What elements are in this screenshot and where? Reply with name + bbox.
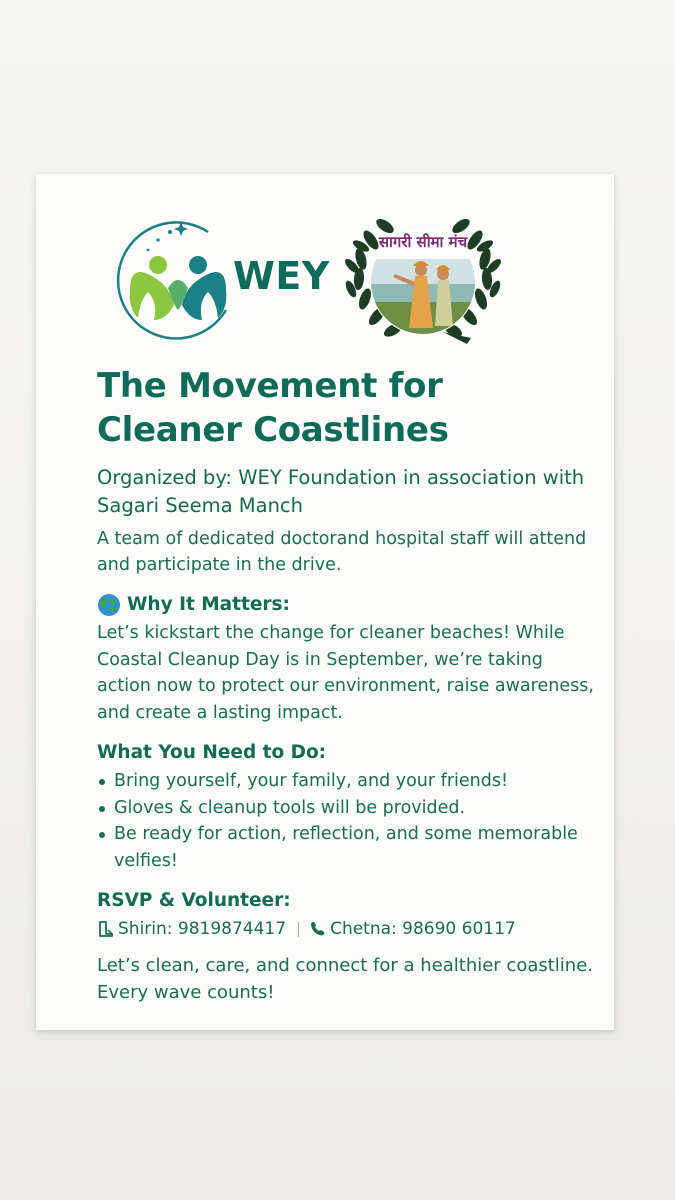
wey-foundation-logo <box>108 210 338 340</box>
laurel-seal-icon <box>343 204 503 354</box>
bullet-icon <box>99 779 105 785</box>
closing-text: Let’s clean, care, and connect for a healthier coastline. Every wave counts! <box>97 955 594 1003</box>
contact-chetna[interactable]: Chetna: 98690 60117 <box>330 919 516 939</box>
seal-title-script: सागरी सीमा मंच <box>378 233 468 251</box>
bullet-icon <box>99 806 105 812</box>
why-it-matters-text: Let’s kickstart the change for cleaner beaches! While Coastal Cleanup Day is in September, we’re taking action now to protect our environment, raise awareness, and create a lasting impact. <box>97 623 594 723</box>
contact-shirin[interactable]: Shirin: 9819874417 <box>118 919 287 939</box>
what-you-need-heading: What You Need to Do: <box>97 742 327 763</box>
poster-content <box>97 364 597 1006</box>
why-it-matters-label: Why It Matters: <box>127 594 290 615</box>
why-it-matters-heading <box>97 592 597 618</box>
list-item-text: Be ready for action, reflection, and some memorable velfies! <box>114 824 578 871</box>
bullet-icon <box>99 832 105 838</box>
todo-list <box>97 768 597 874</box>
intro-text: A team of dedicated doctorand hospital staff will attend and participate in the drive. <box>97 529 587 575</box>
event-poster <box>36 174 614 1030</box>
list-item-text: Bring yourself, your family, and your friends! <box>114 771 508 791</box>
list-item <box>97 768 597 795</box>
wey-wordmark: WEY <box>233 254 330 298</box>
contact-row <box>97 916 597 942</box>
sagari-seema-manch-seal <box>343 204 503 354</box>
phone-icon <box>309 920 327 938</box>
mobile-phone-icon <box>97 920 115 938</box>
contact-divider <box>298 922 299 937</box>
rsvp-heading: RSVP & Volunteer: <box>97 890 291 911</box>
organizer-line: Organized by: WEY Foundation in association with Sagari Seema Manch <box>97 466 585 517</box>
list-item <box>97 821 597 874</box>
globe-icon <box>97 593 121 617</box>
list-item-text: Gloves & cleanup tools will be provided. <box>114 797 466 818</box>
logo-row <box>96 204 516 354</box>
list-item <box>97 795 597 822</box>
poster-title: The Movement for Cleaner Coastlines <box>97 366 449 450</box>
